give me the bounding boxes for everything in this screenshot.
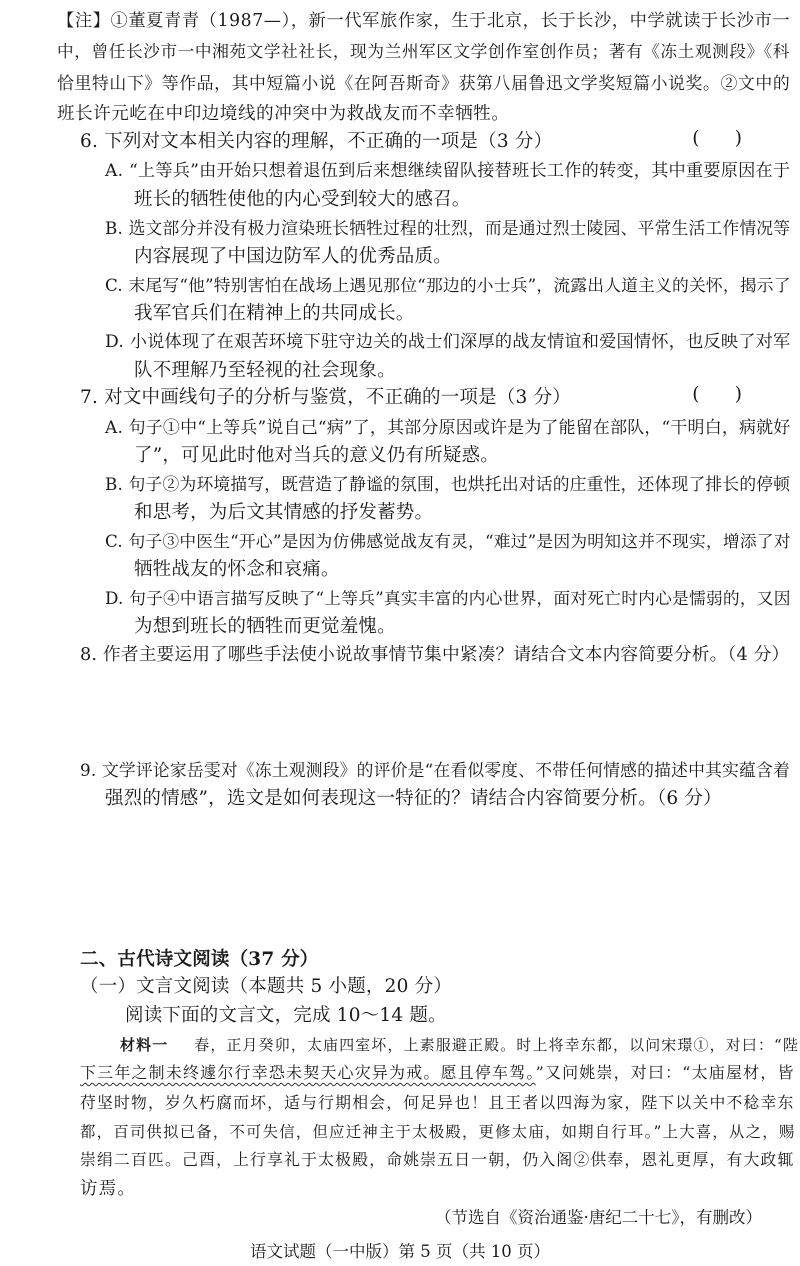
q7-option-d-line1: D. 句子④中语言描写反映了“上等兵”真实丰富的内心世界，面对死亡时内心是懦弱的，又因 (105, 588, 791, 608)
q7-option-a-line1: A. 句子①中“上等兵”说自己“病”了，其部分原因或许是为了能留在部队，“干明白，病就好 (105, 417, 791, 437)
note-line-2: 中，曾任长沙市一中湘苑文学社社长，现为兰州军区文学创作室创作员；著有《冻土观测段》《科 (57, 42, 791, 61)
q6-option-a-line2: 班长的牺牲使他的内心受到较大的感召。 (134, 189, 471, 210)
q6-option-a-line1: A. “上等兵”由开始只想着退伍到后来想继续留队接替班长工作的转变，其中重要原因在于 (105, 161, 791, 181)
section-2-instruction: 阅读下面的文言文，完成 10～14 题。 (125, 1005, 447, 1026)
section-2-title: 二、古代诗文阅读（37 分） (80, 949, 319, 970)
q7-option-c-line2: 牺牲战友的怀念和哀痛。 (134, 559, 340, 580)
material-1-line-2 (80, 1059, 795, 1087)
q7-answer-bracket: ( ) (692, 384, 742, 405)
material-1-line-6: 访焉。 (80, 1179, 137, 1199)
note-line-4: 班长许元屹在中印边境线的冲突中为救战友而不幸牺牲。 (57, 104, 510, 124)
q7-option-b-line1: B. 句子②为环境描写，既营造了静谧的氛围，也烘托出对话的庄重性，还体现了排长的停顿 (105, 474, 791, 494)
q8-stem: 8. 作者主要运用了哪些手法使小说故事情节集中紧凑？请结合文本内容简要分析。（4 分） (80, 645, 790, 665)
material-1-line-5: 崇绢二百匹。己酉，上行享礼于太极殿，命姚崇五日一朝，仍入阁②供奉，恩礼更厚，有大政辄 (80, 1150, 795, 1169)
source-citation: （节选自《资治通鉴·唐纪二十七》，有删改） (435, 1208, 762, 1227)
material-1-text-2: ”又问姚崇，对曰：“太庙屋材，皆 (535, 1063, 795, 1082)
q9-line-1: 9. 文学评论家岳雯对《冻土观测段》的评价是“在看似零度、不带任何情感的描述中其实蕴含着 (80, 760, 790, 780)
material-1-line-3: 苻坚时物，岁久朽腐而坏，适与行期相会，何足异也！且王者以四海为家，陛下以关中不稔幸东 (80, 1093, 795, 1112)
q7-option-a-line2: 了”，可见此时他对当兵的意义仍有所疑惑。 (134, 445, 499, 466)
underlined-sentence: 下三年之制未终遽尔行幸恐未契天心灾异为戒。愿且停车驾。 (80, 1063, 536, 1082)
material-1-label: 材料一 (120, 1036, 169, 1054)
note-line-1: 【注】①董夏青青（1987—），新一代军旅作家，生于北京，长于长沙，中学就读于长沙市一 (57, 11, 791, 31)
q6-stem: 6. 下列对文本相关内容的理解，不正确的一项是（3 分） (80, 131, 553, 152)
q6-option-b-line2: 内容展现了中国边防军人的优秀品质。 (134, 246, 452, 267)
material-1-line-1 (120, 1031, 799, 1059)
page-footer: 语文试题（一中版）第 5 页（共 10 页） (250, 1242, 550, 1261)
q6-option-b-line1: B. 选文部分并没有极力渲染班长牺牲过程的壮烈，而是通过烈士陵园、平常生活工作情况等 (105, 218, 791, 238)
q7-stem: 7. 对文中画线句子的分析与鉴赏，不正确的一项是（3 分） (80, 387, 571, 408)
q6-answer-bracket: ( ) (692, 128, 742, 149)
note-line-3: 恰里特山下》等作品，其中短篇小说《在阿吾斯奇》获第八届鲁迅文学奖短篇小说奖。②文中的 (57, 73, 791, 93)
q6-option-c-line2: 我军官兵们在精神上的共同成长。 (134, 303, 415, 324)
q6-option-d-line1: D. 小说体现了在艰苦环境下驻守边关的战士们深厚的战友情谊和爱国情怀，也反映了对军 (105, 332, 791, 352)
q9-line-2: 强烈的情感”，选文是如何表现这一特征的？请结合内容简要分析。（6 分） (105, 788, 722, 809)
material-1-line-4: 都，百司供拟已备，不可失信，但应迁神主于太极殿，更修太庙，如期自行耳。”上大喜，从之，赐 (80, 1123, 796, 1141)
q7-option-b-line2: 和思考，为后文其情感的抒发蓄势。 (134, 502, 434, 523)
q6-option-d-line2: 队不理解乃至轻视的社会现象。 (134, 360, 396, 381)
q7-option-c-line1: C. 句子③中医生“开心”是因为仿佛感觉战友有灵，“难过”是因为明知这并不现实，增添了对 (105, 531, 791, 551)
q7-option-d-line2: 为想到班长的牺牲而更觉羞愧。 (134, 616, 396, 637)
q6-option-c-line1: C. 末尾写“他”特别害怕在战场上遇见那位“那边的小士兵”，流露出人道主义的关怀，揭示了 (105, 275, 791, 295)
material-1-text-1: 春，正月癸卯，太庙四室坏，上素服避正殿。时上将幸东都，以问宋璟①，对曰：“陛 (194, 1036, 799, 1054)
section-2-subtitle: （一）文言文阅读（本题共 5 小题，20 分） (80, 976, 453, 997)
